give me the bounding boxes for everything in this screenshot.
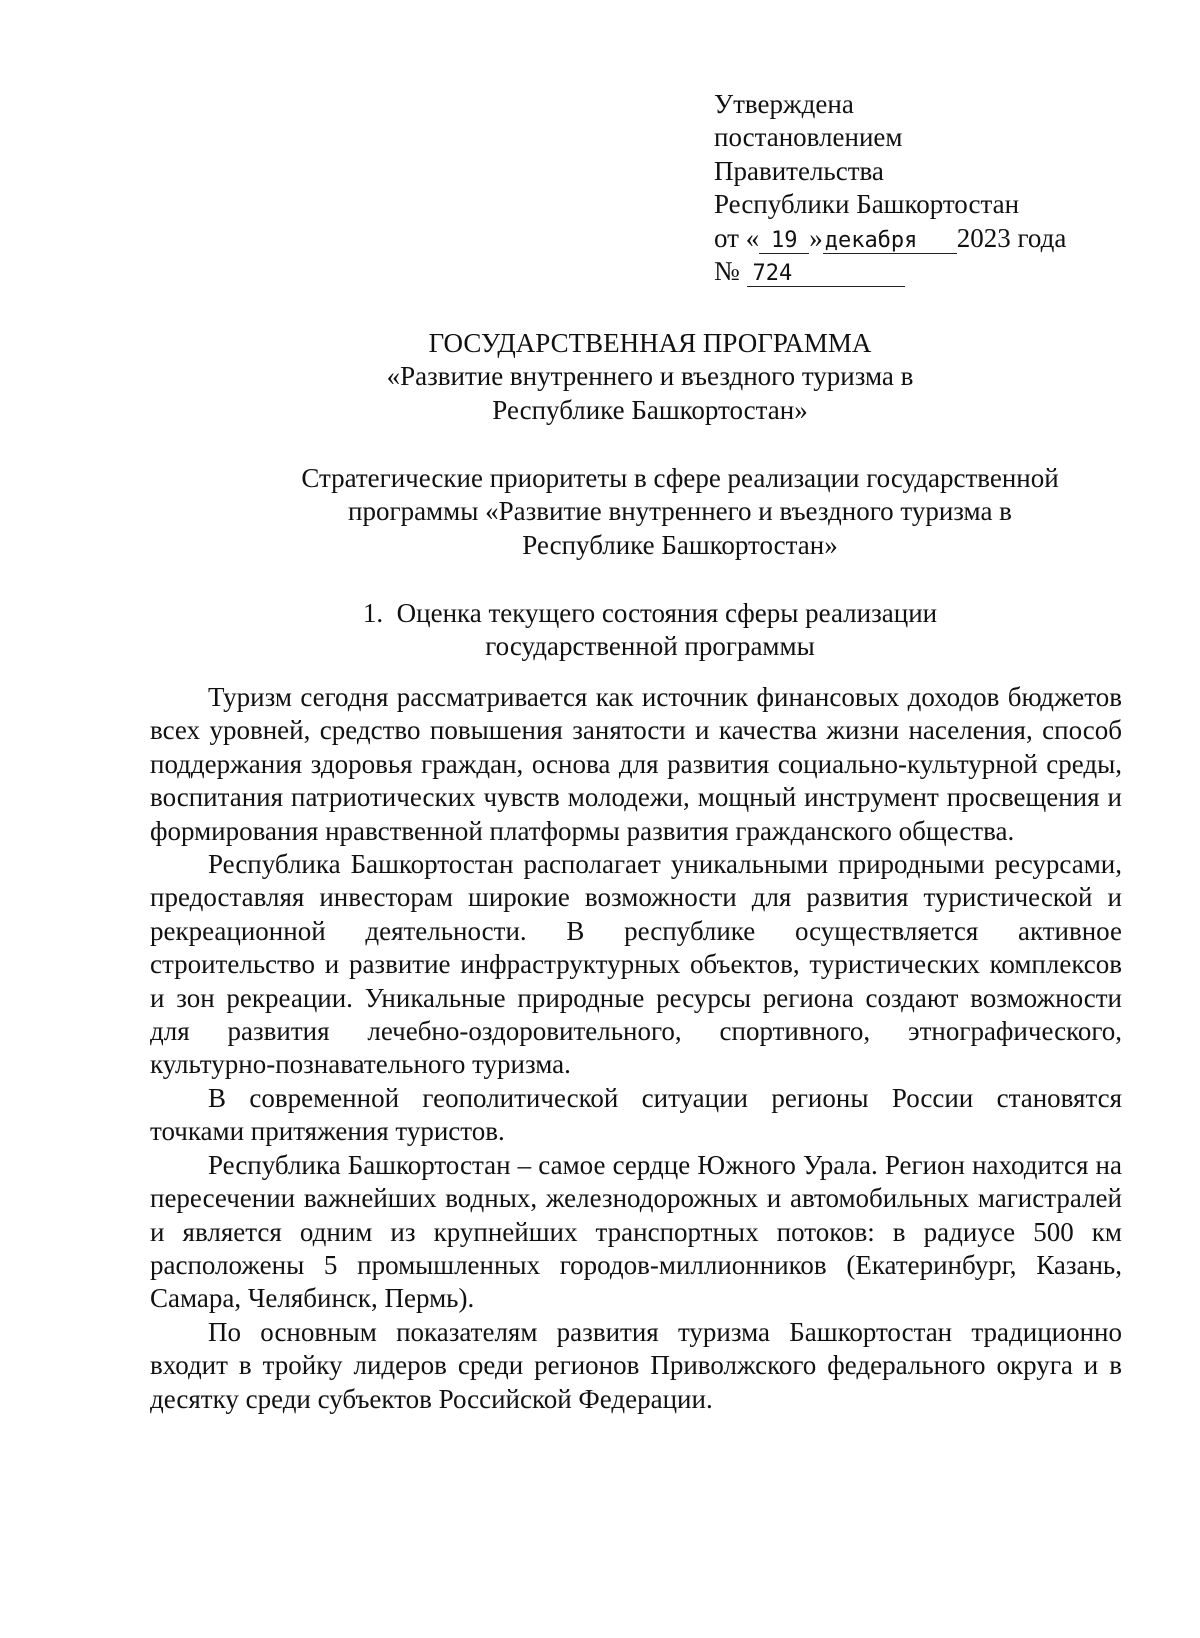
priorities-heading-line: Стратегические приоритеты в сфере реализации государственной xyxy=(301,463,1059,493)
priorities-heading-line: Республике Башкортостан» xyxy=(522,529,838,560)
approval-line: Республики Башкортостан xyxy=(714,189,1020,220)
date-month-field: декабря xyxy=(823,229,957,254)
approval-line: Утверждена xyxy=(714,89,854,119)
section-heading xyxy=(150,597,1150,664)
paragraph: Республика Башкортостан – самое сердце Южного Урала. Регион находится на пересечении важнейших водных, железнодорожных и автомобильных магистралей и является одним из крупнейших транспортных потоков: в радиусе 500 км расположены 5 промышленных городов-миллионников (Екатеринбург, Казань, Самара, Челябинск, Пермь). xyxy=(150,1149,1122,1314)
program-title-line: «Развитие внутреннего и въездного туризма в xyxy=(386,361,914,392)
paragraph: В современной геополитической ситуации регионы России становятся точками притяжения туристов. xyxy=(150,1082,1122,1147)
program-title-line: Республике Башкортостан» xyxy=(492,394,808,425)
approval-line: постановлением xyxy=(714,122,903,153)
date-prefix: от « xyxy=(714,222,760,253)
date-mid: » xyxy=(809,222,823,253)
priorities-heading-line: программы «Развитие внутреннего и въездного туризма в xyxy=(348,496,1012,527)
approval-date-line xyxy=(714,222,1154,255)
date-year: 2023 года xyxy=(956,222,1067,253)
body-text xyxy=(150,681,1122,1416)
section-heading-line: государственной программы xyxy=(485,631,815,662)
section-heading-line: 1. Оценка текущего состояния сферы реализации xyxy=(362,598,938,628)
number-field: 724 xyxy=(747,262,905,287)
date-day-field: 19 xyxy=(759,229,809,254)
approval-number-line xyxy=(714,255,1154,288)
program-title xyxy=(150,327,1150,427)
number-prefix: № xyxy=(714,256,740,287)
paragraph: По основным показателям развития туризма Башкортостан традиционно входит в тройку лидеров среди регионов Приволжского федерального округа и в десятку среди субъектов Российской Федерации. xyxy=(150,1316,1122,1414)
approval-stamp-block xyxy=(714,88,1154,288)
paragraph: Туризм сегодня рассматривается как источник финансовых доходов бюджетов всех уровней, средство повышения занятости и качества жизни населения, способ поддержания здоровья граждан, основа для развития социально-культурной среды, воспитания патриотических чувств молодежи, мощный инструмент просвещения и формирования нравственной платформы развития гражданского общества. xyxy=(150,682,1122,846)
priorities-heading xyxy=(220,462,1140,562)
program-title-line: ГОСУДАРСТВЕННАЯ ПРОГРАММА xyxy=(428,328,872,358)
paragraph: Республика Башкортостан располагает уникальными природными ресурсами, предоставляя инвесторам широкие возможности для развития туристической и рекреационной деятельности. В республике осуществляется активное строительство и развитие инфраструктурных объектов, туристических комплексов и зон рекреации. Уникальные природные ресурсы региона создают возможности для развития лечебно-оздоровительного, спортивного, этнографического, культурно-познавательного туризма. xyxy=(150,849,1122,1080)
approval-line: Правительства xyxy=(714,155,884,186)
